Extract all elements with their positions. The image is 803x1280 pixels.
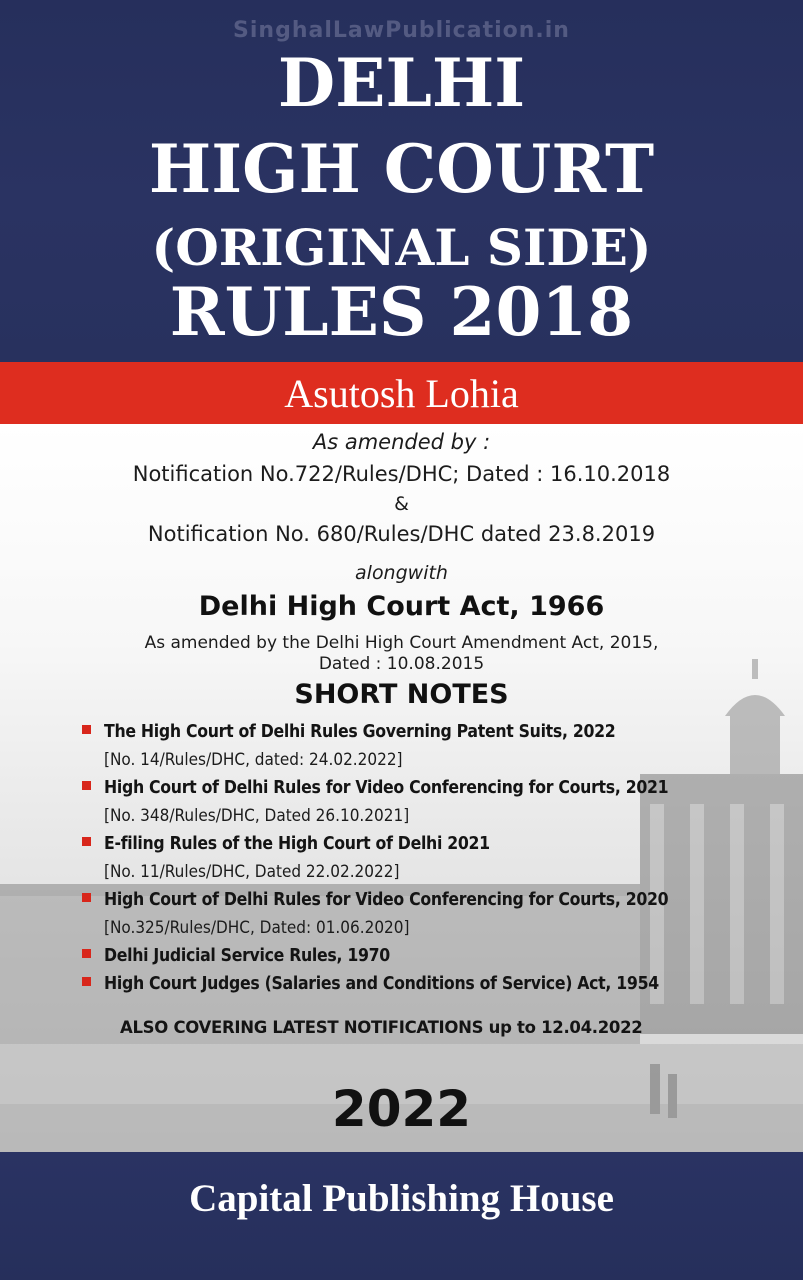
note-title: High Court of Delhi Rules for Video Conferencing for Courts, 2021 <box>104 778 669 798</box>
title-line-2: HIGH COURT <box>148 130 655 208</box>
note-title: High Court of Delhi Rules for Video Conferencing for Courts, 2020 <box>104 890 669 910</box>
act-subtitle-1: As amended by the Delhi High Court Amendment Act, 2015, <box>144 633 659 653</box>
bullet-square-icon <box>82 837 91 846</box>
publisher-name: Capital Publishing House <box>189 1177 614 1220</box>
title-line-3: (ORIGINAL SIDE) <box>151 218 652 277</box>
note-title: E-filing Rules of the High Court of Delhi 2021 <box>104 834 490 854</box>
short-notes-heading: SHORT NOTES <box>294 679 509 710</box>
list-item <box>82 942 782 970</box>
title-line-4: RULES 2018 <box>169 273 634 351</box>
title-line-1: DELHI <box>277 44 526 122</box>
bullet-square-icon <box>82 893 91 902</box>
ampersand: & <box>394 493 409 515</box>
amended-by-label: As amended by : <box>312 430 491 454</box>
note-reference: [No. 348/Rules/DHC, Dated 26.10.2021] <box>104 806 410 826</box>
author-name: Asutosh Lohia <box>284 371 519 416</box>
bullet-square-icon <box>82 781 91 790</box>
note-title: The High Court of Delhi Rules Governing Patent Suits, 2022 <box>104 722 616 742</box>
edition-year: 2022 <box>331 1080 472 1138</box>
note-title: High Court Judges (Salaries and Conditions of Service) Act, 1954 <box>104 974 659 994</box>
also-covering-note: ALSO COVERING LATEST NOTIFICATIONS up to 12.04.2022 <box>120 1018 643 1037</box>
list-item <box>82 886 782 942</box>
alongwith-label: alongwith <box>355 562 448 584</box>
note-title: Delhi Judicial Service Rules, 1970 <box>104 946 390 966</box>
bullet-square-icon <box>82 977 91 986</box>
short-notes-list <box>82 718 782 998</box>
act-title: Delhi High Court Act, 1966 <box>198 591 605 622</box>
note-reference: [No.325/Rules/DHC, Dated: 01.06.2020] <box>104 918 410 938</box>
notification-2: Notification No. 680/Rules/DHC dated 23.8.2019 <box>147 522 656 546</box>
note-reference: [No. 14/Rules/DHC, dated: 24.02.2022] <box>104 750 403 770</box>
bullet-square-icon <box>82 725 91 734</box>
notification-1: Notification No.722/Rules/DHC; Dated : 16.10.2018 <box>132 462 671 486</box>
list-item <box>82 774 782 830</box>
list-item <box>82 830 782 886</box>
act-subtitle-2: Dated : 10.08.2015 <box>318 654 485 674</box>
list-item <box>82 970 782 998</box>
bullet-square-icon <box>82 949 91 958</box>
list-item <box>82 718 782 774</box>
note-reference: [No. 11/Rules/DHC, Dated 22.02.2022] <box>104 862 400 882</box>
watermark: SinghalLawPublication.in <box>233 18 570 43</box>
